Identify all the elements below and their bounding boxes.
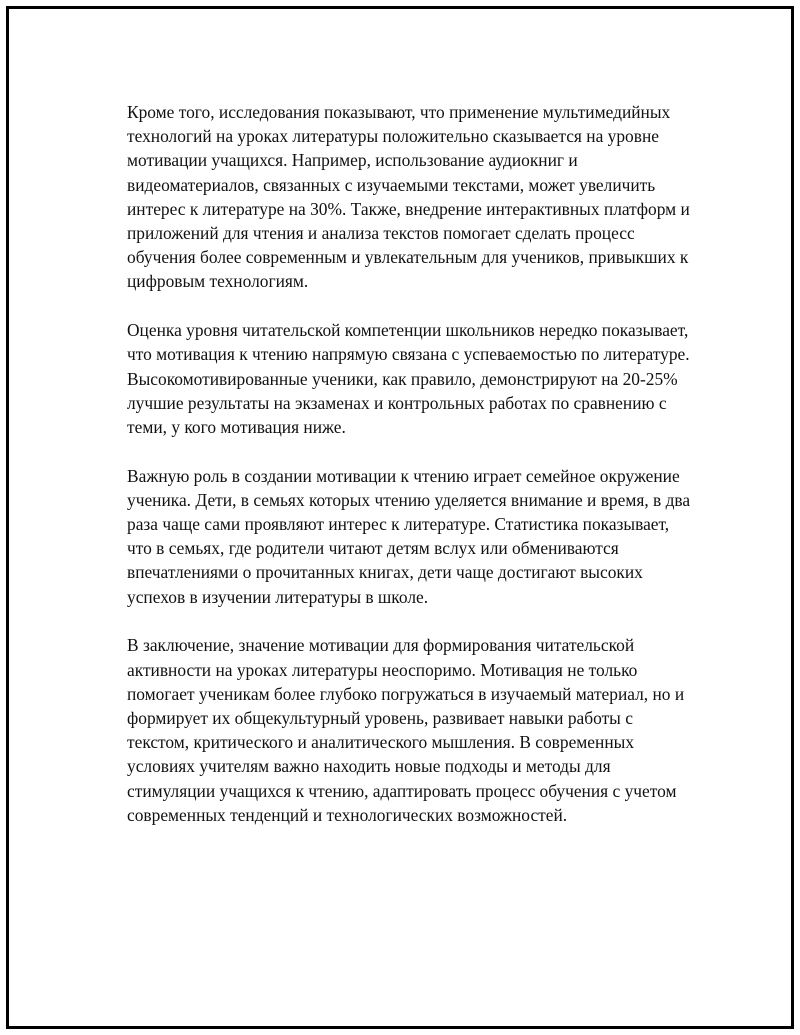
document-body xyxy=(127,100,697,827)
paragraph-multimedia: Кроме того, исследования показывают, что применение мультимедийных технологий на уроках литературы положительно сказывается на уровне мотивации учащихся. Например, использование аудиокниг и видеоматериалов, связанных с изучаемыми текстами, может увеличить интерес к литературе на 30%. Также, внедрение интерактивных платформ и приложений для чтения и анализа текстов помогает сделать процесс обучения более современным и увлекательным для учеников, привыкших к цифровым технологиям. xyxy=(127,102,690,292)
page-frame xyxy=(6,6,794,1029)
paragraph-reading-competence: Оценка уровня читательской компетенции школьников нередко показывает, что мотивация к чтению напрямую связана с успеваемостью по литературе. Высокомотивированные ученики, как правило, демонстрируют на 20-25% лучшие результаты на экзаменах и контрольных работах по сравнению с теми, у кого мотивация ниже. xyxy=(127,320,690,437)
paragraph-conclusion: В заключение, значение мотивации для формирования читательской активности на уроках литературы неоспоримо. Мотивация не только помогает ученикам более глубоко погружаться в изучаемый материал, но и формирует их общекультурный уровень, развивает навыки работы с текстом, критического и аналитического мышления. В современных условиях учителям важно находить новые подходы и методы для стимуляции учащихся к чтению, адаптировать процесс обучения с учетом современных тенденций и технологических возможностей. xyxy=(127,635,685,825)
paragraph-family-environment: Важную роль в создании мотивации к чтению играет семейное окружение ученика. Дети, в семьях которых чтению уделяется внимание и время, в два раза чаще сами проявляют интерес к литературе. Статистика показывает, что в семьях, где родители читают детям вслух или обмениваются впечатлениями о прочитанных книгах, дети чаще достигают высоких успехов в изучении литературы в школе. xyxy=(127,465,691,607)
